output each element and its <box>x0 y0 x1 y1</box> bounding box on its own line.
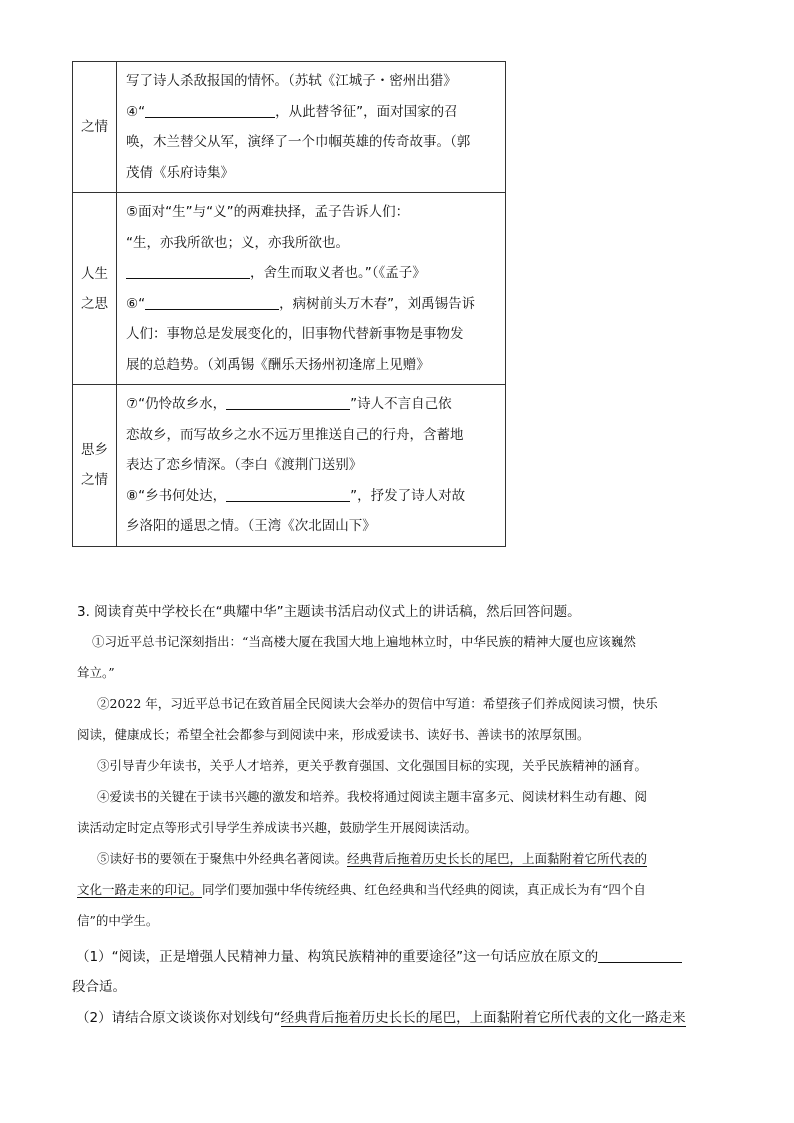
content-line <box>126 258 499 289</box>
content-line <box>126 420 499 451</box>
content-line <box>126 197 499 228</box>
content-line <box>126 319 499 350</box>
underlined-sentence-part-2: 文化一路走来的印记。 <box>77 882 203 897</box>
fill-in-blank[interactable] <box>126 265 250 280</box>
line-text: 唤，木兰替父从军，演绎了一个巾帼英雄的传奇故事。（郭 <box>126 134 471 150</box>
line-text: ⑧“乡书何处达， <box>126 487 227 504</box>
content-cell <box>117 385 506 547</box>
line-text: ⑤面对“生”与“义”的两难抉择，孟子告诉人们： <box>126 204 410 220</box>
fill-in-blank[interactable] <box>226 487 350 502</box>
poetry-table <box>72 61 506 547</box>
fill-in-blank[interactable] <box>226 396 350 411</box>
line-text: 乡洛阳的遥思之情。（王湾《次北固山下》 <box>126 518 376 534</box>
content-line <box>126 481 499 512</box>
question-3-intro: 3. 阅读育英中学校长在“典耀中华”主题读书活启动仪式上的讲话稿，然后回答问题。 <box>77 604 581 620</box>
line-text-after-blank: ，从此替爷征”，面对国家的召 <box>275 103 458 120</box>
passage-paragraph-1-line-1: ①习近平总书记深刻指出：“当高楼大厦在我国大地上遍地林立时，中华民族的精神大厦也应该巍然 <box>92 634 636 649</box>
fill-in-blank[interactable] <box>145 103 275 118</box>
underlined-sentence-part-1: 经典背后拖着历史长长的尾巴，上面黏附着它所代表的 <box>347 851 648 866</box>
sub-question-2-quoted-sentence: 经典背后拖着历史长长的尾巴，上面黏附着它所代表的文化一路走来 <box>280 1010 686 1026</box>
line-text: ④“ <box>126 103 146 120</box>
category-cell <box>73 193 117 385</box>
content-cell <box>117 193 506 385</box>
sub-question-1-text: （1）“阅读，正是增强人民精神力量、构筑民族精神的重要途径”这一句话应放在原文的 <box>76 949 599 965</box>
sub-question-1-cont: 段合适。 <box>72 979 126 995</box>
category-cell <box>73 62 117 193</box>
content-line <box>126 158 499 189</box>
passage-paragraph-4-line-1: ④爱读书的关键在于读书兴趣的激发和培养。我校将通过阅读主题丰富多元、阅读材料生动有趣、阅 <box>97 789 648 804</box>
line-text: 表达了恋乡情深。（李白《渡荆门送别》 <box>126 457 363 473</box>
content-line <box>126 389 499 420</box>
line-text: ⑥“ <box>126 295 146 312</box>
content-line <box>126 511 499 542</box>
content-line <box>126 97 499 128</box>
line-text-after-blank: ”诗人不言自己依 <box>350 396 452 412</box>
sub-question-1 <box>76 945 682 965</box>
category-label: 之情 <box>81 472 108 489</box>
content-line <box>126 127 499 158</box>
content-line <box>126 228 499 259</box>
fill-in-blank[interactable] <box>145 295 279 310</box>
passage-paragraph-1-line-2: 耸立。” <box>77 665 115 680</box>
table-row <box>73 62 506 193</box>
category-cell <box>73 385 117 547</box>
category-label: 人生 <box>81 265 108 282</box>
sub-question-2-text: （2）请结合原文谈谈你对划线句“ <box>76 1010 281 1026</box>
passage-paragraph-2-line-1: ②2022 年，习近平总书记在致首届全民阅读大会举办的贺信中写道：希望孩子们养成阅读习惯，快乐 <box>97 696 658 711</box>
line-text-after-blank: ，病树前头万木春”，刘禹锡告诉 <box>279 295 476 312</box>
answer-blank-1[interactable] <box>598 949 682 964</box>
table-row <box>73 385 506 547</box>
content-line <box>126 450 499 481</box>
line-text-after-blank: ，舍生而取义者也。”（《孟子》 <box>250 265 426 281</box>
line-text: ⑦“仍怜故乡水， <box>126 396 227 412</box>
content-cell <box>117 62 506 193</box>
line-text: 展的总趋势。（刘禹锡《酬乐天扬州初逢席上见赠》 <box>126 356 430 373</box>
content-line <box>126 350 499 381</box>
content-line <box>126 289 499 320</box>
passage <box>77 626 718 936</box>
passage-paragraph-3: ③引导青少年读书，关乎人才培养，更关乎教育强国、文化强国目标的实现，关乎民族精神的涵育。 <box>97 758 648 773</box>
table-row <box>73 193 506 385</box>
line-text-after-blank: ”，抒发了诗人对故 <box>350 487 466 504</box>
passage-paragraph-5-text-2: 同学们要加强中华传统经典、红色经典和当代经典的阅读，真正成长为有“四个自 <box>202 882 646 897</box>
category-label: 思乡 <box>81 442 108 459</box>
passage-paragraph-4-line-2: 读活动定时定点等形式引导学生养成读书兴趣，鼓励学生开展阅读活动。 <box>77 820 478 835</box>
line-text: 人们：事物总是发展变化的，旧事物代替新事物是事物发 <box>126 326 464 342</box>
passage-paragraph-2-line-2: 阅读，健康成长；希望全社会都参与到阅读中来，形成爱读书、读好书、善读书的浓厚氛围。 <box>77 727 590 742</box>
passage-paragraph-5-line-1 <box>82 843 718 874</box>
line-text: 茂倩《乐府诗集》 <box>126 164 234 181</box>
category-label: 之思 <box>81 295 108 312</box>
category-label: 之情 <box>81 119 108 135</box>
content-line <box>126 66 499 97</box>
line-text: 写了诗人杀敌报国的情怀。（苏轼《江城子・密州出猎》 <box>126 73 457 89</box>
passage-paragraph-5-text: ⑤读好书的要领在于聚焦中外经典名著阅读。 <box>97 851 348 866</box>
passage-paragraph-5-line-3: 信”的中学生。 <box>77 913 159 928</box>
passage-paragraph-5-line-2 <box>77 874 718 905</box>
line-text: 恋故乡，而写故乡之水不远万里推送自己的行舟，含蓄地 <box>126 426 464 443</box>
line-text: “生，亦我所欲也；义，亦我所欲也。 <box>126 234 349 251</box>
sub-question-2 <box>76 1006 686 1026</box>
